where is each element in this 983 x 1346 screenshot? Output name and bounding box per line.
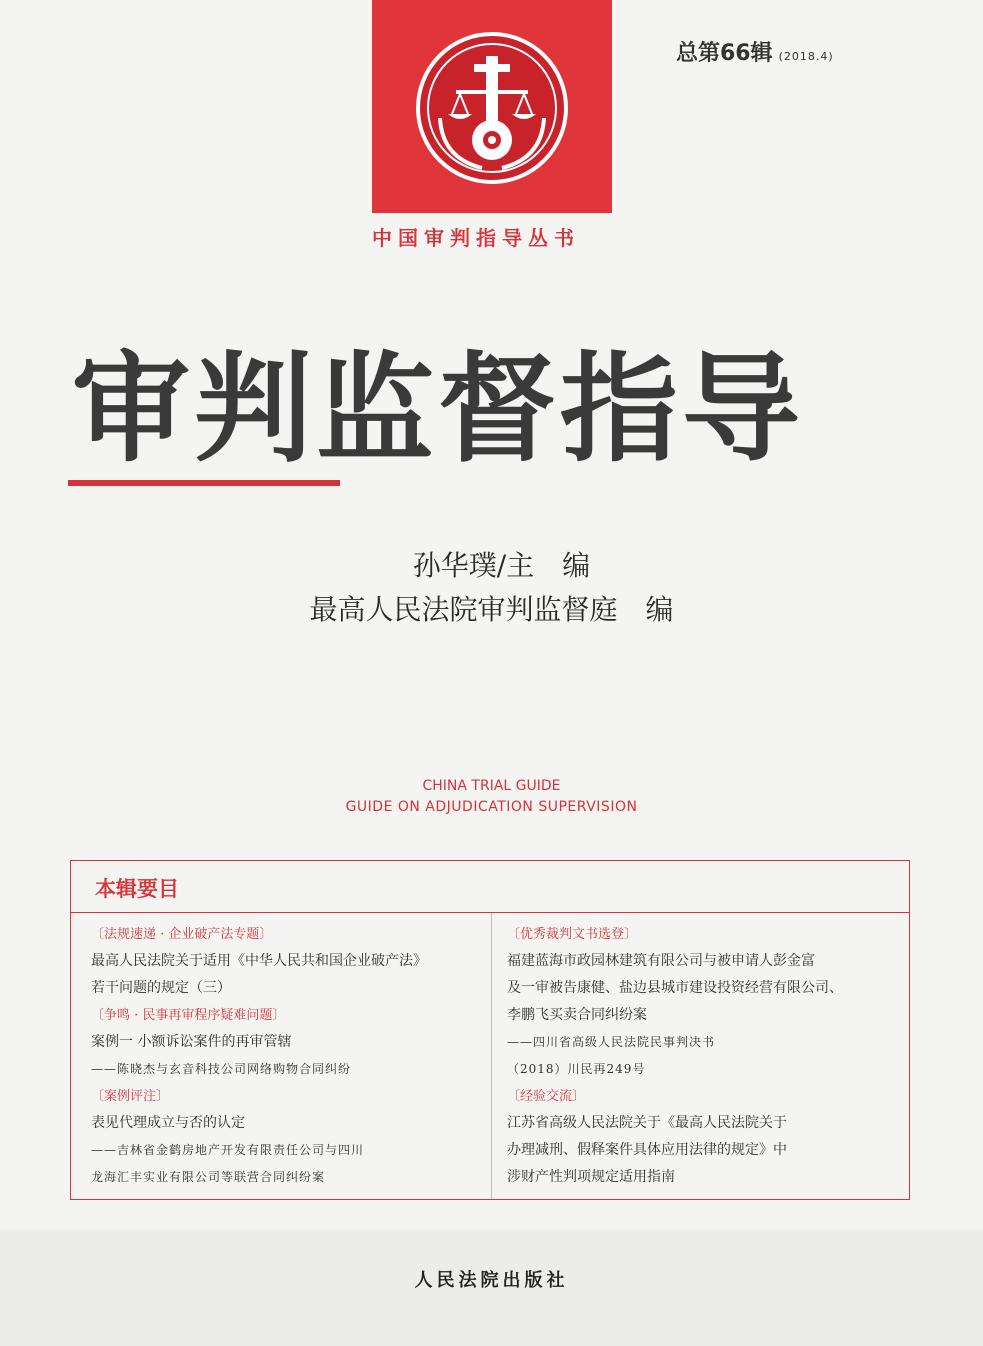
contents-item: 案例一 小额诉讼案件的再审管辖 [91,1034,292,1050]
highlights-box [70,860,910,1200]
contents-item: 涉财产性判项规定适用指南 [507,1169,675,1185]
english-title-line2: GUIDE ON ADJUDICATION SUPERVISION [345,799,638,815]
series-name: 中国审判指导丛书 [372,226,580,250]
issue-date: (2018.4) [778,50,834,63]
section-heading: 〔优秀裁判文书选登〕 [507,927,638,942]
section-heading: 〔争鸣 · 民事再审程序疑难问题〕 [91,1008,286,1023]
contents-item: 龙海汇丰实业有限公司等联营合同纠纷案 [91,1170,326,1184]
highlights-right-column [507,921,897,1191]
contents-item: 及一审被告康健、盐边县城市建设投资经营有限公司、 [507,980,843,996]
highlights-left-column [91,921,491,1191]
contents-item: 最高人民法院关于适用《中华人民共和国企业破产法》 [91,953,427,969]
court-emblem-icon [412,28,572,188]
contents-item: ——陈晓杰与玄音科技公司网络购物合同纠纷 [91,1062,352,1076]
contents-item: ——四川省高级人民法院民事判决书 [507,1035,716,1049]
issue-label: 总第66辑 [676,41,773,66]
journal-title: 审判监督指导 [72,340,805,478]
issue-number [676,36,834,67]
section-heading: 〔经验交流〕 [507,1089,586,1104]
contents-item: ——吉林省金鹤房地产开发有限责任公司与四川 [91,1143,365,1157]
editing-body: 最高人民法院审判监督庭 编 [309,593,674,626]
column-divider [491,913,492,1199]
contents-item: （2018）川民再249号 [507,1062,646,1076]
contents-item: 李鹏飞买卖合同纠纷案 [507,1007,647,1023]
contents-item: 办理减刑、假释案件具体应用法律的规定》中 [507,1142,787,1158]
court-emblem-panel [372,0,612,213]
title-underline [68,480,340,486]
highlights-heading: 本辑要目 [71,861,909,913]
english-title-line1: CHINA TRIAL GUIDE [422,778,561,794]
contents-item: 若干问题的规定（三） [91,980,231,996]
chief-editor: 孙华璞/主 编 [412,549,591,582]
contents-item: 江苏省高级人民法院关于《最高人民法院关于 [507,1115,787,1131]
contents-item: 福建蓝海市政园林建筑有限公司与被申请人彭金富 [507,953,815,969]
publisher-name: 人民法院出版社 [414,1270,569,1291]
contents-item: 表见代理成立与否的认定 [91,1115,245,1131]
section-heading: 〔案例评注〕 [91,1089,170,1104]
section-heading: 〔法规速递 · 企业破产法专题〕 [91,927,273,942]
